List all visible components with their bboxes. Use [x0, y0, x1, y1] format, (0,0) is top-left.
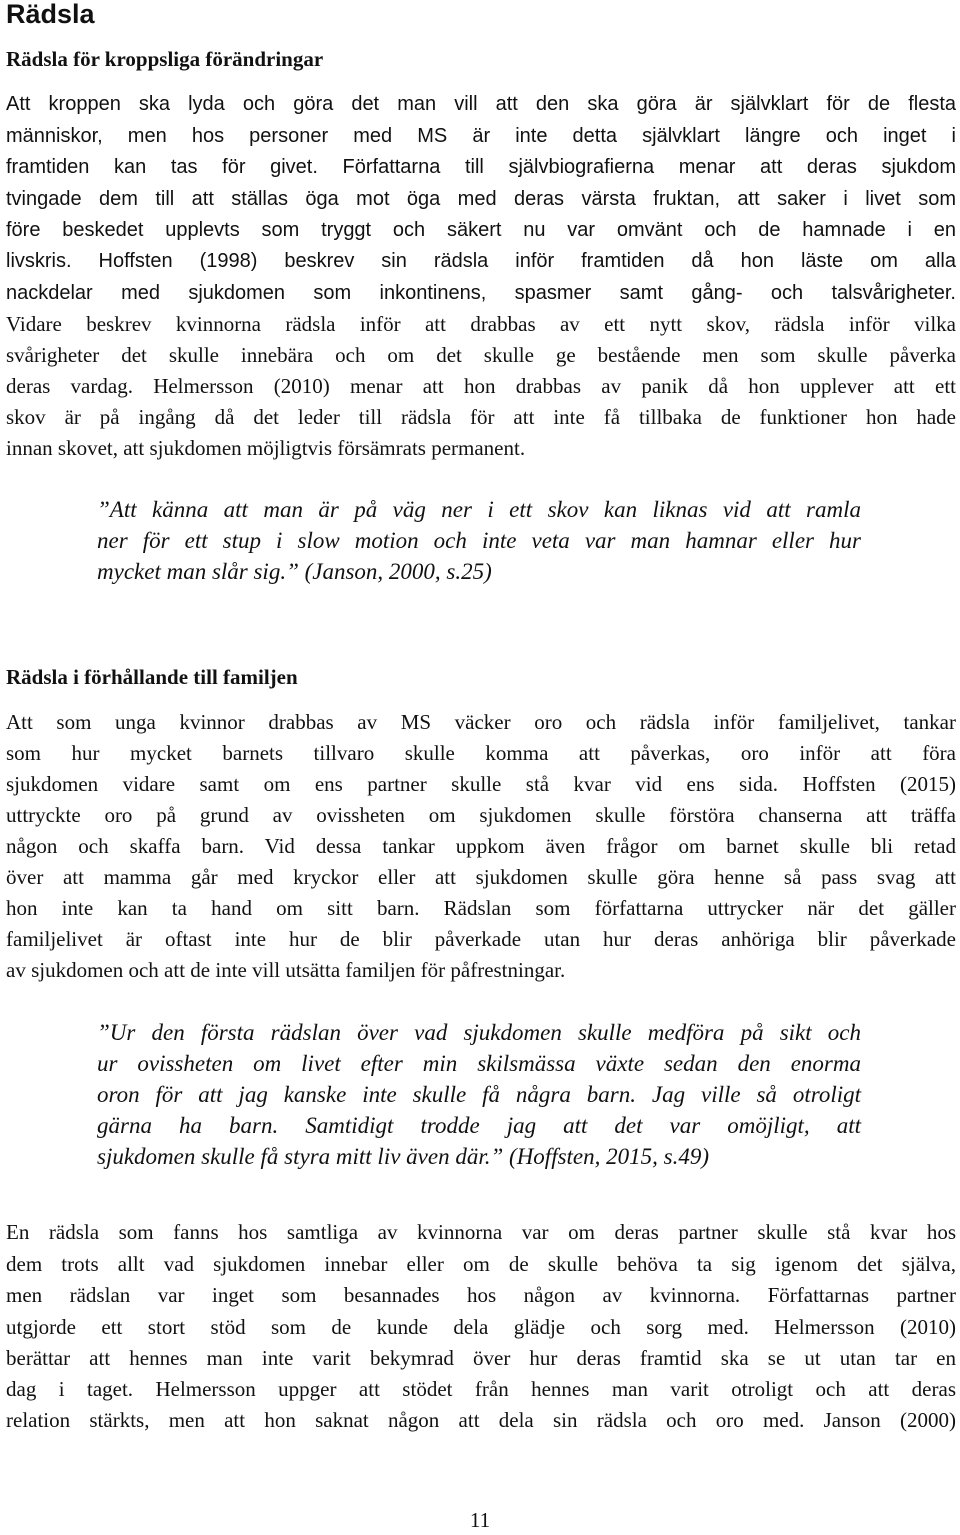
paragraph-line: familjelivet är oftast inte hur de blir påverkade utan hur deras anhöriga blir påverkade	[6, 927, 956, 951]
paragraph-line: av sjukdomen och att de inte vill utsätta familjen för påfrestningar.	[6, 958, 566, 982]
paragraph-line: men rädslan var inget som besannades hos någon av kvinnorna. Författarnas partner	[6, 1283, 956, 1307]
quote-line: oron för att jag kanske inte skulle få några barn. Jag ville så otroligt	[97, 1082, 861, 1107]
quote-line: gärna ha barn. Samtidigt trodde jag att det var omöjligt, att	[97, 1113, 861, 1138]
section-heading-bodily-changes: Rädsla för kroppsliga förändringar	[6, 47, 324, 71]
paragraph-line: svårigheter det skulle innebära och om det skulle ge bestående men som skulle påverka	[6, 343, 956, 367]
quote-line: ”Att känna att man är på väg ner i ett skov kan liknas vid att ramla	[97, 497, 861, 522]
paragraph-line: innan skovet, att sjukdomen möjligtvis försämrats permanent.	[6, 436, 526, 460]
paragraph-line: sjukdomen vidare samt om ens partner skulle stå kvar vid ens sida. Hoffsten (2015)	[6, 772, 956, 796]
page-number: 11	[469, 1508, 491, 1532]
paragraph-line: nackdelar med sjukdomen som inkontinens, spasmer samt gång- och talsvårigheter.	[6, 282, 956, 304]
quote-line: ur ovissheten om livet efter min skilsmässa växte sedan den enorma	[97, 1051, 861, 1076]
paragraph-line: över att mamma går med kryckor eller att sjukdomen skulle göra henne så pass svag att	[6, 865, 956, 889]
page-title: Rädsla	[6, 0, 95, 29]
quote-line: ”Ur den första rädslan över vad sjukdomen skulle medföra på sikt och	[97, 1020, 861, 1045]
quote-line: ner för ett stup i slow motion och inte veta var man hamnar eller hur	[97, 528, 861, 553]
paragraph-line: skov är på ingång då det leder till rädsla för att inte få tillbaka de funktioner hon hade	[6, 405, 956, 429]
paragraph-line: livskris. Hoffsten (1998) beskrev sin rädsla inför framtiden då hon läste om alla	[6, 250, 956, 272]
paragraph-line: utgjorde ett stort stöd som de kunde dela glädje och sorg med. Helmersson (2010)	[6, 1315, 956, 1339]
paragraph-line: Att som unga kvinnor drabbas av MS väcker oro och rädsla inför familjelivet, tankar	[6, 710, 956, 734]
paragraph-line: hon inte kan ta hand om sitt barn. Rädslan som författarna uttrycker när det gäller	[6, 896, 956, 920]
quote-line: mycket man slår sig.” (Janson, 2000, s.25)	[97, 559, 492, 584]
paragraph-line: framtiden kan tas för givet. Författarna till självbiografierna menar att deras sjukdom	[6, 156, 956, 178]
paragraph-line: deras vardag. Helmersson (2010) menar att hon drabbas av panik då hon upplever att ett	[6, 374, 956, 398]
paragraph-line: som hur mycket barnets tillvaro skulle komma att påverkas, oro inför att föra	[6, 741, 956, 765]
paragraph-line: Att kroppen ska lyda och göra det man vill att den ska göra är självklart för de flesta	[6, 93, 956, 115]
paragraph-line: dag i taget. Helmersson uppger att stödet från hennes man varit otroligt och att deras	[6, 1377, 956, 1401]
paragraph-line: tvingade dem till att ställas öga mot öga med deras värsta fruktan, att saker i livet som	[6, 188, 956, 210]
paragraph-line: dem trots allt vad sjukdomen innebar eller om de skulle behöva ta sig igenom det själva,	[6, 1252, 956, 1276]
section-heading-family: Rädsla i förhållande till familjen	[6, 665, 298, 689]
paragraph-line: någon och skaffa barn. Vid dessa tankar uppkom även frågor om barnet skulle bli retad	[6, 834, 956, 858]
paragraph-line: En rädsla som fanns hos samtliga av kvinnorna var om deras partner skulle stå kvar hos	[6, 1220, 956, 1244]
paragraph-line: Vidare beskrev kvinnorna rädsla inför att drabbas av ett nytt skov, rädsla inför vilka	[6, 312, 956, 336]
quote-line: sjukdomen skulle få styra mitt liv även där.” (Hoffsten, 2015, s.49)	[97, 1144, 709, 1169]
paragraph-line: berättar att hennes man inte varit bekymrad över hur deras framtid ska se ut utan tar en	[6, 1346, 956, 1370]
paragraph-line: före beskedet upplevts som tryggt och säkert nu var omvänt och de hamnade i en	[6, 219, 956, 241]
paragraph-line: människor, men hos personer med MS är inte detta självklart längre och inget i	[6, 125, 956, 147]
paragraph-line: uttryckte oro på grund av ovissheten om sjukdomen skulle förstöra chanserna att träffa	[6, 803, 956, 827]
paragraph-line: relation stärkts, men att hon saknat någon att dela sin rädsla och oro med. Janson (2000)	[6, 1408, 956, 1432]
